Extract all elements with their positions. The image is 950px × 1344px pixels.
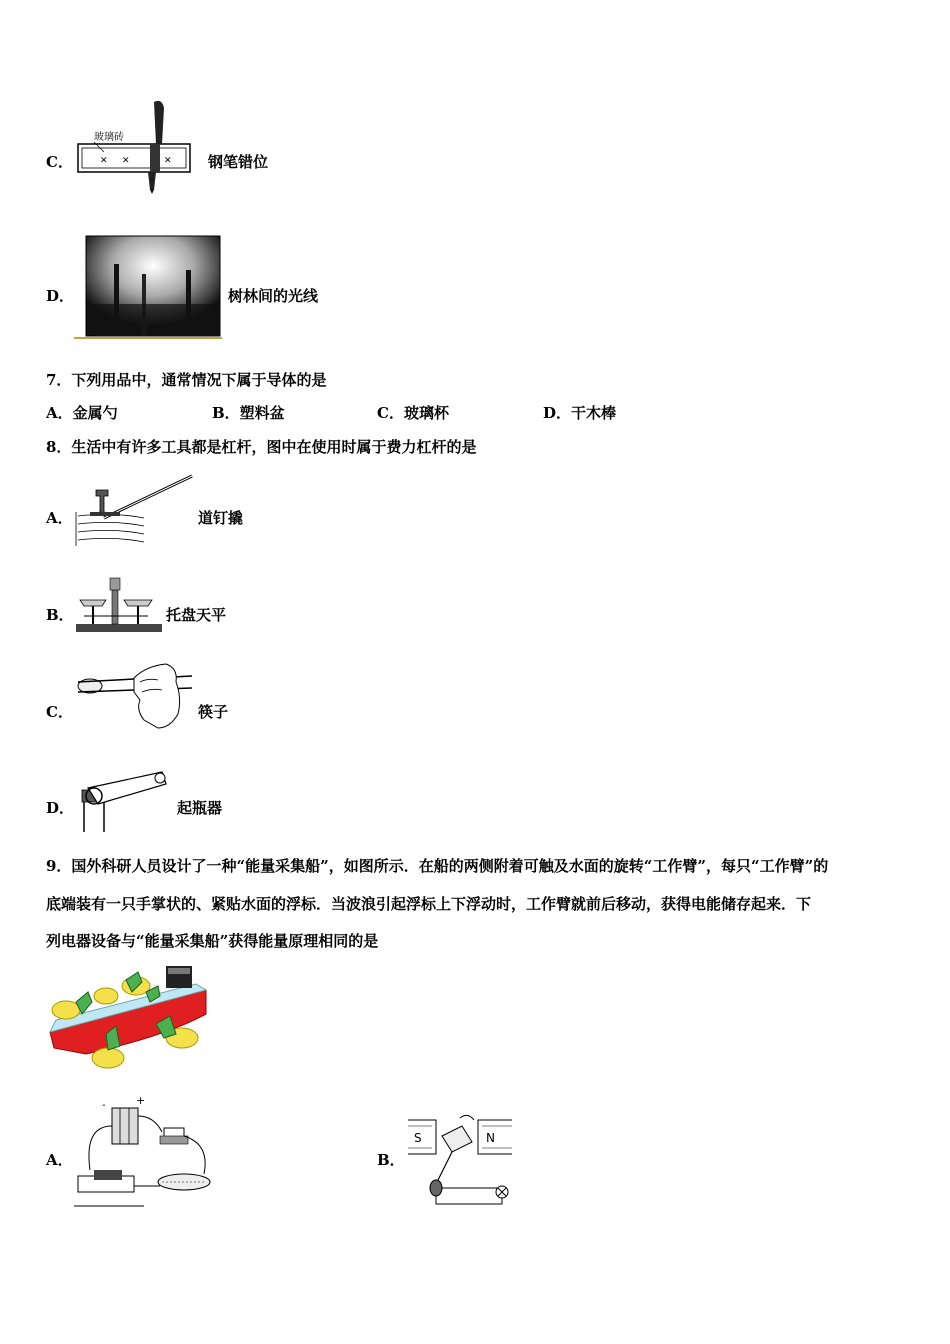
generator-magnet-figure <box>406 1108 516 1208</box>
q7-stem: 7．下列用品中，通常情况下属于导体的是 <box>46 371 327 389</box>
bottle-opener-figure <box>74 766 174 836</box>
q9-option-a-letter: A． <box>46 1151 73 1169</box>
forest-light-photo <box>74 234 222 340</box>
q6-option-c-letter: C． <box>46 153 73 171</box>
q8-option-c-caption: 筷子 <box>198 703 229 721</box>
balance-scale-figure <box>74 576 164 636</box>
motor-circuit-figure <box>74 1096 214 1208</box>
svg-text:✕: ✕ <box>122 156 130 166</box>
south-pole-label: S <box>414 1131 422 1145</box>
q7-option-a: A．金属勺 <box>46 404 118 422</box>
q7-option-c: C．玻璃杯 <box>377 404 449 422</box>
q9-stem-line2: 底端装有一只手掌状的、紧贴水面的浮标．当波浪引起浮标上下浮动时，工作臂就前后移动，获得电能储存起来．下 <box>46 895 812 913</box>
q8-option-b-letter: B． <box>46 606 74 624</box>
q8-option-b-caption: 托盘天平 <box>166 606 227 624</box>
q6-option-c-caption: 钢笔错位 <box>208 153 269 171</box>
q8-option-d-letter: D． <box>46 799 75 817</box>
q9-option-b-letter: B． <box>377 1151 405 1169</box>
q9-stem-line1: 9．国外科研人员设计了一种“能量采集船”，如图所示．在船的两侧附着可触及水面的旋转“工作臂”，每只“工作臂”的 <box>46 857 829 875</box>
q7-option-b: B．塑料盆 <box>212 404 285 422</box>
svg-text:✕: ✕ <box>100 156 108 166</box>
glass-brick-pen-figure <box>74 98 194 198</box>
north-pole-label: N <box>486 1131 495 1145</box>
q8-stem: 8．生活中有许多工具都是杠杆，图中在使用时属于费力杠杆的是 <box>46 438 477 456</box>
glass-brick-label: 玻璃砖 <box>94 132 124 143</box>
q6-option-d-letter: D． <box>46 287 75 305</box>
q8-option-a-letter: A． <box>46 509 73 527</box>
q7-option-d: D．干木棒 <box>543 404 617 422</box>
q8-option-a-caption: 道钉撬 <box>198 509 244 527</box>
q8-option-d-caption: 起瓶器 <box>177 799 223 817</box>
minus-terminal: - <box>102 1100 106 1111</box>
svg-text:✕: ✕ <box>164 156 172 166</box>
q6-option-d-caption: 树林间的光线 <box>228 287 319 305</box>
plus-terminal: + <box>136 1096 146 1107</box>
q8-option-c-letter: C． <box>46 703 73 721</box>
energy-harvesting-ship-figure <box>46 962 212 1074</box>
chopsticks-figure <box>74 658 198 736</box>
crowbar-figure <box>74 472 198 552</box>
q9-stem-line3: 列电器设备与“能量采集船”获得能量原理相同的是 <box>46 932 379 950</box>
